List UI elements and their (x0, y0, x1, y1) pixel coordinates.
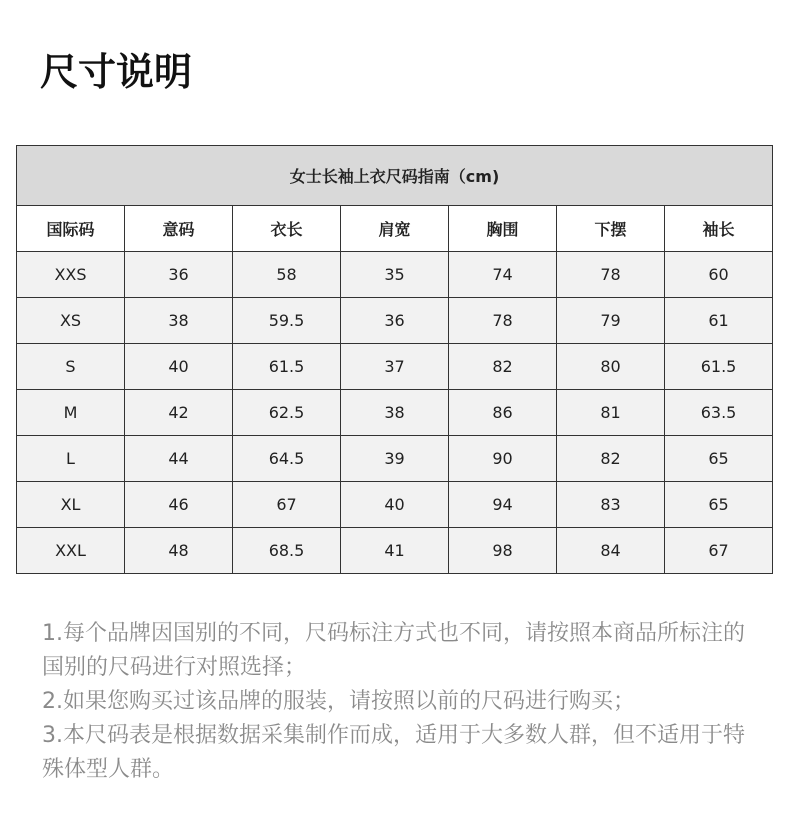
table-cell: 65 (665, 436, 773, 482)
note-item: 1.每个品牌因国别的不同，尺码标注方式也不同，请按照本商品所标注的国别的尺码进行对照选择； (42, 621, 745, 680)
note-item: 2.如果您购买过该品牌的服装，请按照以前的尺码进行购买； (42, 689, 635, 714)
table-cell: 42 (125, 390, 233, 436)
table-cell: L (17, 436, 125, 482)
table-cell: XL (17, 482, 125, 528)
table-cell: 80 (557, 344, 665, 390)
table-cell: 63.5 (665, 390, 773, 436)
table-cell: 94 (449, 482, 557, 528)
header-italian-size: 意码 (125, 206, 233, 252)
table-cell: 35 (341, 252, 449, 298)
table-row (17, 528, 773, 574)
note-item: 3.本尺码表是根据数据采集制作而成，适用于大多数人群，但不适用于特殊体型人群。 (42, 723, 745, 782)
table-row (17, 252, 773, 298)
table-cell: 38 (125, 298, 233, 344)
table-cell: S (17, 344, 125, 390)
table-cell: 36 (341, 298, 449, 344)
table-cell: 61 (665, 298, 773, 344)
header-chest: 胸围 (449, 206, 557, 252)
header-hem: 下摆 (557, 206, 665, 252)
table-row (17, 344, 773, 390)
table-cell: 60 (665, 252, 773, 298)
table-cell: 44 (125, 436, 233, 482)
table-cell: 41 (341, 528, 449, 574)
table-cell: 78 (557, 252, 665, 298)
table-cell: 64.5 (233, 436, 341, 482)
table-cell: 37 (341, 344, 449, 390)
header-length: 衣长 (233, 206, 341, 252)
table-cell: 36 (125, 252, 233, 298)
header-sleeve: 袖长 (665, 206, 773, 252)
table-cell: XXL (17, 528, 125, 574)
table-cell: 67 (665, 528, 773, 574)
table-row (17, 436, 773, 482)
table-cell: 81 (557, 390, 665, 436)
table-cell: 98 (449, 528, 557, 574)
table-cell: 59.5 (233, 298, 341, 344)
page-title: 尺寸说明 (40, 50, 193, 94)
table-cell: 46 (125, 482, 233, 528)
table-row (17, 298, 773, 344)
table-cell: 84 (557, 528, 665, 574)
table-cell: 62.5 (233, 390, 341, 436)
table-cell: 79 (557, 298, 665, 344)
table-row (17, 482, 773, 528)
table-cell: 61.5 (665, 344, 773, 390)
table-cell: 90 (449, 436, 557, 482)
table-cell: 40 (125, 344, 233, 390)
table-cell: 39 (341, 436, 449, 482)
header-shoulder: 肩宽 (341, 206, 449, 252)
table-cell: 82 (557, 436, 665, 482)
table-caption: 女士长袖上衣尺码指南（cm) (17, 146, 773, 206)
table-cell: 67 (233, 482, 341, 528)
size-notes (42, 617, 762, 787)
table-cell: 38 (341, 390, 449, 436)
table-cell: 83 (557, 482, 665, 528)
table-cell: XS (17, 298, 125, 344)
table-cell: 68.5 (233, 528, 341, 574)
table-cell: 74 (449, 252, 557, 298)
table-cell: M (17, 390, 125, 436)
table-row (17, 390, 773, 436)
table-cell: 78 (449, 298, 557, 344)
table-cell: XXS (17, 252, 125, 298)
table-cell: 65 (665, 482, 773, 528)
table-cell: 61.5 (233, 344, 341, 390)
table-cell: 86 (449, 390, 557, 436)
size-chart-table (16, 145, 773, 574)
table-cell: 48 (125, 528, 233, 574)
table-cell: 58 (233, 252, 341, 298)
table-caption-row (17, 146, 773, 206)
table-cell: 82 (449, 344, 557, 390)
header-international-size: 国际码 (17, 206, 125, 252)
table-header-row (17, 206, 773, 252)
table-cell: 40 (341, 482, 449, 528)
